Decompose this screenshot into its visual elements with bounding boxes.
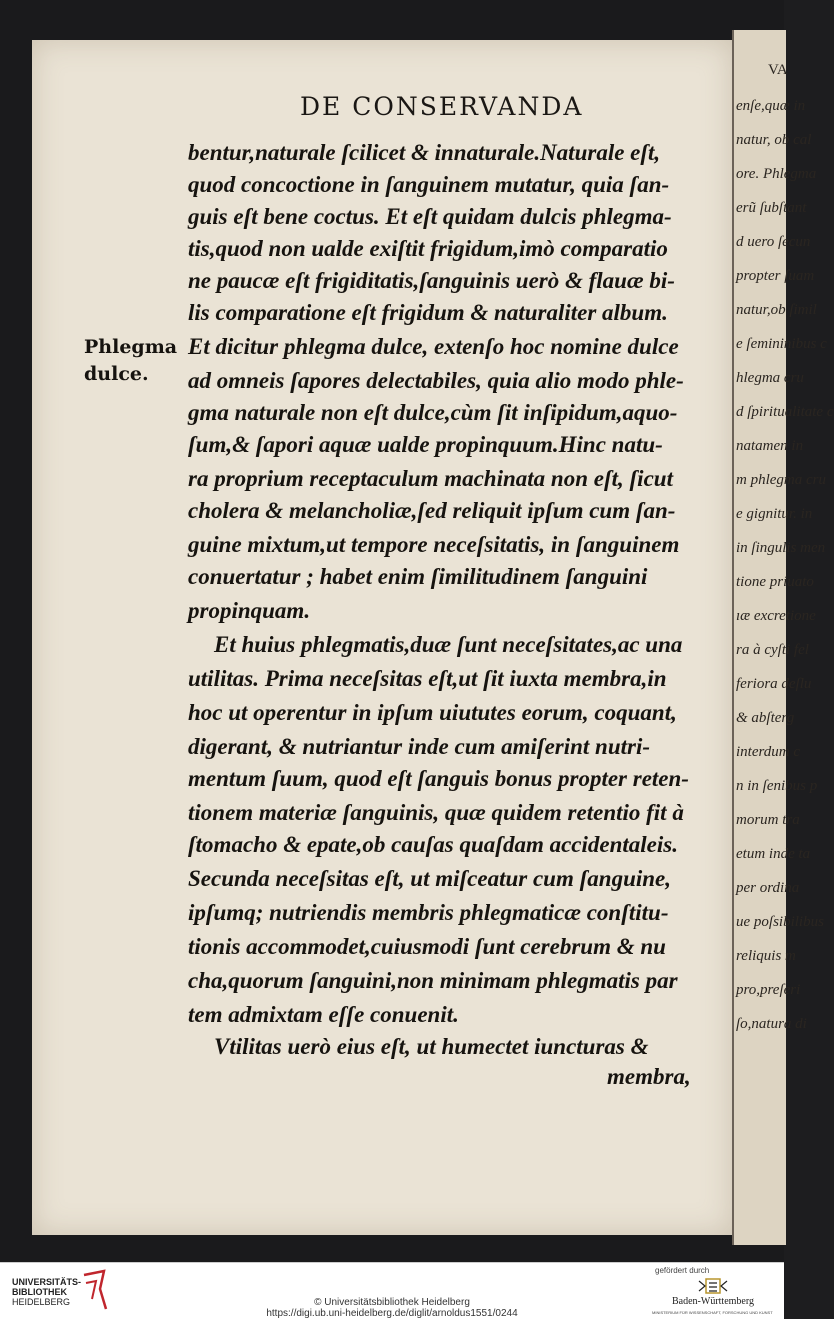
facing-text-line: tione priuato — [736, 574, 814, 590]
facing-text-line: e gignitur. in — [736, 506, 813, 522]
institution-line: UNIVERSITÄTS- — [12, 1277, 82, 1287]
copyright-text: © Universitätsbibliothek Heidelberg — [314, 1297, 470, 1308]
institution-line: BIBLIOTHEK — [12, 1287, 67, 1297]
text-line: tionis accommodet,cuiusmodi ſunt cerebrum & nu — [188, 934, 666, 959]
bw-coat-of-arms-icon — [697, 1277, 729, 1295]
facing-page — [732, 30, 834, 1245]
facing-text-line: natur,ob ſimil — [736, 302, 817, 318]
text-line: Vtilitas uerò eius eſt, ut humectet iuncturas & — [214, 1034, 649, 1059]
facing-text-line: erũ ſubſtant — [736, 200, 807, 216]
text-line: quod concoctione in ſanguinem mutatur, quia ſan- — [188, 172, 670, 197]
text-line: conuertatur ; habet enim ſimilitudinem ſanguini — [188, 564, 648, 589]
facing-text-line: e ſemininibus c — [736, 336, 827, 352]
text-line: guis eſt bene coctus. Et eſt quidam dulcis phlegma- — [188, 204, 672, 229]
text-line: ne paucæ eſt frigiditatis,ſanguinis uerò & flauæ bi- — [188, 268, 675, 293]
text-line: mentum ſuum, quod eſt ſanguis bonus propter reten- — [188, 766, 689, 791]
facing-text-line: hlegma cru — [736, 370, 804, 386]
facing-text-line: ore. Phlegma — [736, 166, 817, 182]
footer-bar — [0, 1262, 784, 1319]
text-line: Et dicitur phlegma dulce, extenſo hoc nomine dulce — [188, 334, 679, 359]
text-line: propinquam. — [188, 598, 311, 623]
facing-text-line: natur, ob cal — [736, 132, 812, 148]
facing-text-line: ſo,natura di — [736, 1016, 807, 1032]
facing-text-line: m phlegma cru — [736, 472, 826, 488]
facing-text-line: per ordina — [736, 880, 800, 896]
text-line: lis comparatione eſt frigidum & naturaliter album. — [188, 300, 668, 325]
text-line: utilitas. Prima neceſsitas eſt,ut ſit iuxta membra,in — [188, 666, 667, 691]
facing-text-line: d uero ſecun — [736, 234, 811, 250]
sponsor-subtitle: MINISTERIUM FÜR WISSENSCHAFT, FORSCHUNG UND KUNST — [652, 1310, 773, 1315]
text-line: guine mixtum,ut tempore neceſsitatis, in ſanguinem — [188, 532, 680, 557]
facing-text-line: VA — [768, 62, 788, 78]
text-line: Et huius phlegmatis,duæ ſunt neceſsitates,ac una — [214, 632, 683, 657]
institution-line: HEIDELBERG — [12, 1297, 71, 1307]
text-line: cholera & melancholiæ,ſed reliquit ipſum cum ſan- — [188, 498, 676, 523]
funded-by-label: gefördert durch — [655, 1266, 710, 1275]
text-line: tem admixtam eſſe conuenit. — [188, 1002, 459, 1027]
facing-text-line: ue poſsibilibus — [736, 914, 824, 930]
margin-note-line: Phlegma — [84, 336, 178, 358]
running-head: DE CONSERVANDA — [300, 92, 584, 121]
text-line: tis,quod non ualde exiſtit frigidum,imò comparatio — [188, 236, 668, 261]
text-line: ſum,& ſapori aquæ ualde propinquum.Hinc natu- — [188, 432, 663, 457]
facing-text-line: in ſingulis men — [736, 540, 826, 556]
facing-text-line: natamen in — [736, 438, 804, 454]
text-line: tionem materiæ ſanguinis, quæ quidem retentio fit à — [188, 800, 684, 825]
facing-text-line: & abſterg — [736, 710, 795, 726]
facing-text-line: enſe,quæ in — [736, 98, 806, 114]
facing-text-line: ıæ excretione — [736, 608, 816, 624]
facing-text-line: morum tra — [736, 812, 800, 828]
text-line: ra proprium receptaculum machinata non eſt, ſicut — [188, 466, 673, 491]
facing-text-line: propter ſuam — [736, 268, 815, 284]
text-line: digerant, & nutriantur inde cum amiſerint nutri- — [188, 734, 651, 759]
text-line: bentur,naturale ſcilicet & innaturale.Naturale eſt, — [188, 140, 661, 165]
permalink[interactable]: https://digi.ub.uni-heidelberg.de/diglit/arnoldus1551/0244 — [266, 1308, 518, 1319]
facing-text-line: etum inde ta — [736, 846, 811, 862]
facing-text-line: ra à cyſti fel — [736, 642, 809, 658]
text-line: gma naturale non eſt dulce,cùm ſit inſipidum,aquo- — [188, 400, 678, 425]
facing-text-line: interdum c — [736, 744, 801, 760]
text-line: ad omneis ſapores delectabiles, quia alio modo phle- — [188, 368, 684, 393]
text-line: Secunda neceſsitas eſt, ut miſceatur cum ſanguine, — [188, 866, 671, 891]
catchword: membra, — [607, 1064, 691, 1089]
facing-text-line: d ſpiritualitate c — [736, 404, 834, 420]
sponsor-name[interactable]: Baden-Württemberg — [672, 1296, 755, 1307]
facing-text-line: n in ſenibus p — [736, 778, 818, 794]
facing-text-line: feriora deſlu — [736, 676, 812, 692]
margin-note-line: dulce. — [84, 363, 149, 385]
facing-text-line: pro,preſeri — [736, 982, 801, 998]
facing-text-line: reliquis m — [736, 948, 796, 964]
text-line: hoc ut operentur in ipſum uiututes eorum, coquant, — [188, 700, 677, 725]
text-line: ipſumq; nutriendis membris phlegmaticæ conſtitu- — [188, 900, 669, 925]
text-line: cha,quorum ſanguini,non minimam phlegmatis par — [188, 968, 678, 993]
text-line: ſtomacho & epate,ob cauſas quaſdam accidentaleis. — [188, 832, 678, 857]
